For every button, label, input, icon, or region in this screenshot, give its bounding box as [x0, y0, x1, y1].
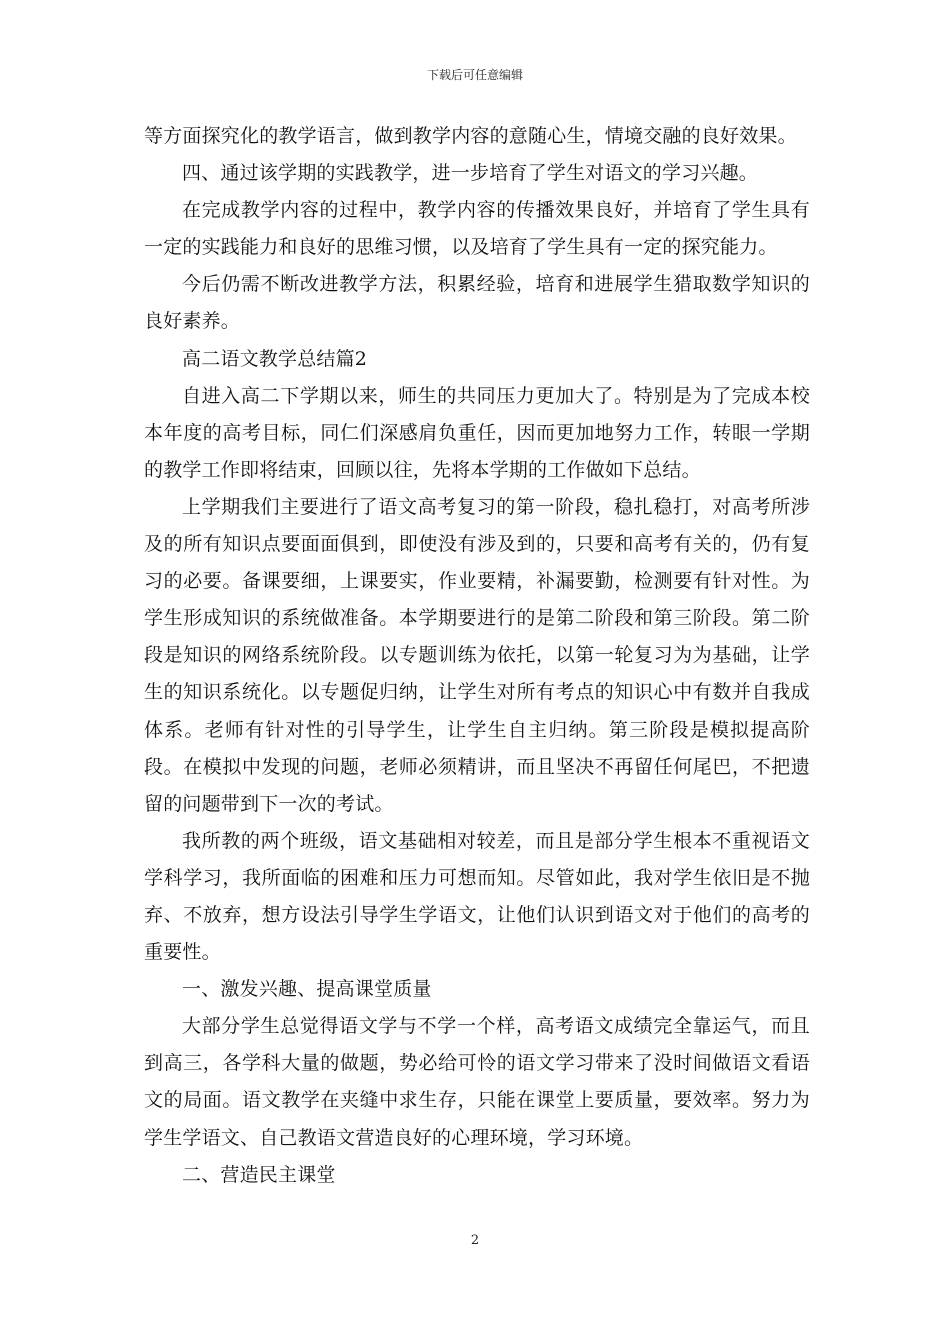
paragraph: 上学期我们主要进行了语文高考复习的第一阶段，稳扎稳打，对高考所涉及的所有知识点要面面俱到，即使没有涉及到的，只要和高考有关的，仍有复习的必要。备课要细，上课要实，作业要精，补漏要勤，检测要有针对性。为学生形成知识的系统做准备。本学期要进行的是第二阶段和第三阶段。第二阶段是知识的网络系统阶段。以专题训练为依托，以第一轮复习为为基础，让学生的知识系统化。以专题促归纳，让学生对所有考点的知识心中有数并自我成体系。老师有针对性的引导学生，让学生自主归纳。第三阶段是模拟提高阶段。在模拟中发现的问题，老师必须精讲，而且坚决不再留任何尾巴，不把遗留的问题带到下一次的考试。 — [144, 495, 810, 815]
page-header-note: 下载后可任意编辑 — [426, 68, 523, 82]
section-heading-four: 四、通过该学期的实践教学，进一步培育了学生对语文的学习兴趣。 — [182, 162, 759, 185]
page-number: 2 — [470, 1233, 480, 1248]
document-body — [144, 118, 810, 1194]
paragraph: 自进入高二下学期以来，师生的共同压力更加大了。特别是为了完成本校本年度的高考目标，同仁们深感肩负重任，因而更加地努力工作，转眼一学期的教学工作即将结束，回顾以往，先将本学期的工作做如下总结。 — [144, 384, 810, 481]
paragraph: 今后仍需不断改进教学方法，积累经验，培育和进展学生猎取数学知识的良好素养。 — [144, 273, 810, 333]
paragraph: 等方面探究化的教学语言，做到教学内容的意随心生，情境交融的良好效果。 — [144, 125, 797, 147]
paragraph: 在完成教学内容的过程中，教学内容的传播效果良好，并培育了学生具有一定的实践能力和良好的思维习惯，以及培育了学生具有一定的探究能力。 — [144, 199, 810, 259]
paragraph: 我所教的两个班级，语文基础相对较差，而且是部分学生根本不重视语文学科学习，我所面临的困难和压力可想而知。尽管如此，我对学生依旧是不抛弃、不放弃，想方设法引导学生学语文，让他们认识到语文对于他们的高考的重要性。 — [144, 829, 810, 964]
section-heading-one: 一、激发兴趣、提高课堂质量 — [182, 978, 432, 1001]
article-title: 高二语文教学总结篇2 — [182, 347, 368, 370]
paragraph: 大部分学生总觉得语文学与不学一个样，高考语文成绩完全靠运气，而且到高三，各学科大量的做题，势必给可怜的语文学习带来了没时间做语文看语文的局面。语文教学在夹缝中求生存，只能在课堂上要质量，要效率。努力为学生学语文、自己教语文营造良好的心理环境，学习环境。 — [144, 1015, 810, 1149]
section-heading-two: 二、营造民主课堂 — [182, 1163, 336, 1186]
